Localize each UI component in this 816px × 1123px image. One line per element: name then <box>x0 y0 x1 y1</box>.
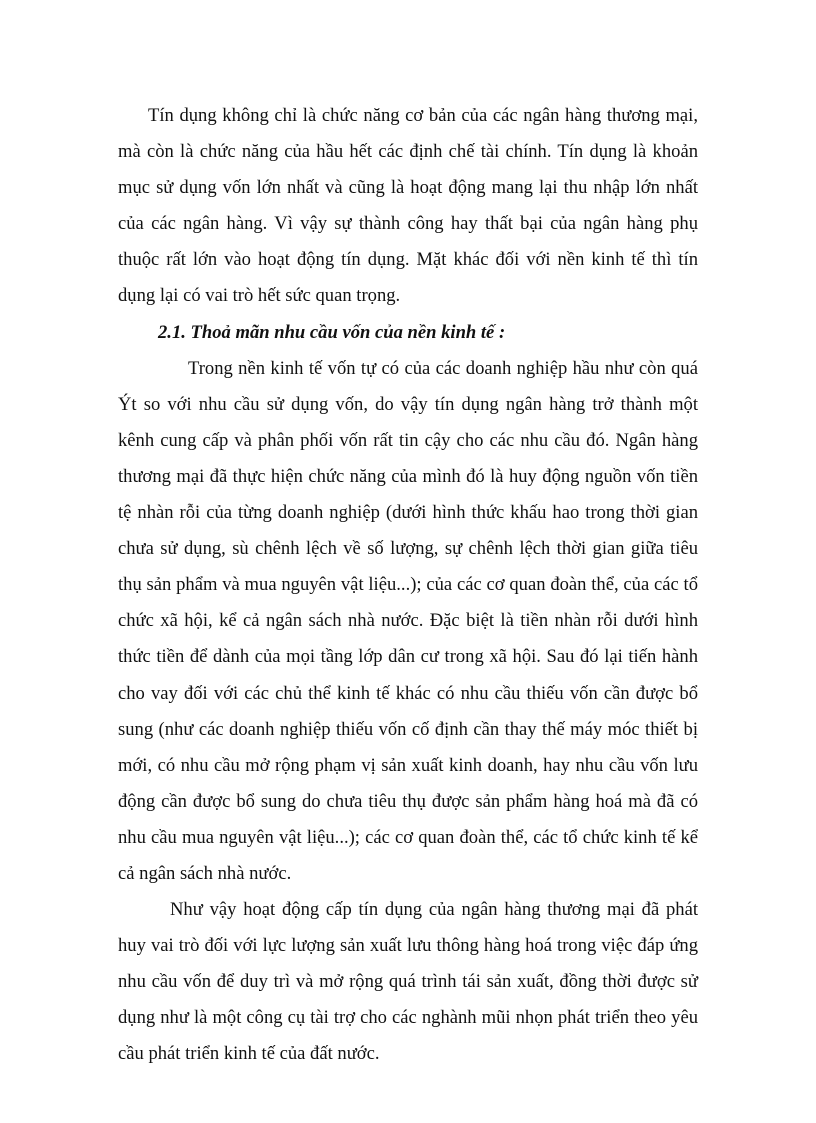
conclusion-paragraph: Như vậy hoạt động cấp tín dụng của ngân hàng thương mại đã phát huy vai trò đối với lực lượng sản xuất lưu thông hàng hoá trong việc đáp ứng nhu cầu vốn để duy trì và mở rộng quá trình tái sản xuất, đồng thời được sử dụng như là một công cụ tài trợ cho các nghành mũi nhọn phát triển theo yêu cầu phát triển kinh tế của đất nước. <box>118 899 698 1065</box>
intro-paragraph: Tín dụng không chỉ là chức năng cơ bản của các ngân hàng thương mại, mà còn là chức năng của hầu hết các định chế tài chính. Tín dụng là khoản mục sử dụng vốn lớn nhất và cũng là hoạt động mang lại thu nhập lớn nhất của các ngân hàng. Vì vậy sự thành công hay thất bại của ngân hàng phụ thuộc rất lớn vào hoạt động tín dụng. Mặt khác đối với nền kinh tế thì tín dụng lại có vai trò hết sức quan trọng. <box>118 105 698 307</box>
body-paragraph: Trong nền kinh tế vốn tự có của các doanh nghiệp hầu như còn quá Ýt so với nhu cầu sử dụng vốn, do vậy tín dụng ngân hàng trở thành một kênh cung cấp và phân phối vốn rất tin cậy cho các nhu cầu đó. Ngân hàng thương mại đã thực hiện chức năng của mình đó là huy động nguồn vốn tiền tệ nhàn rỗi của từng doanh nghiệp (dưới hình thức khấu hao trong thời gian chưa sử dụng, sù chênh lệch về số lượng, sự chênh lệch thời gian giữa tiêu thụ sản phẩm và mua nguyên vật liệu...); của các cơ quan đoàn thể, của các tổ chức xã hội, kể cả ngân sách nhà nước. Đặc biệt là tiền nhàn rỗi dưới hình thức tiền để dành của mọi tầng lớp dân cư trong xã hội. Sau đó lại tiến hành cho vay đối với các chủ thể kinh tế khác có nhu cầu thiếu vốn cần được bổ sung (như các doanh nghiệp thiếu vốn cố định cần thay thế máy móc thiết bị mới, có nhu cầu mở rộng phạm vị sản xuất kinh doanh, hay nhu cầu vốn lưu động cần được bổ sung do chưa tiêu thụ được sản phẩm hàng hoá mà đã có nhu cầu mua nguyên vật liệu...); các cơ quan đoàn thể, các tổ chức kinh tế kể cả ngân sách nhà nước. <box>118 357 698 884</box>
document-body <box>118 98 698 1073</box>
section-heading: 2.1. Thoả mãn nhu cầu vốn của nền kinh tế : <box>158 321 506 343</box>
